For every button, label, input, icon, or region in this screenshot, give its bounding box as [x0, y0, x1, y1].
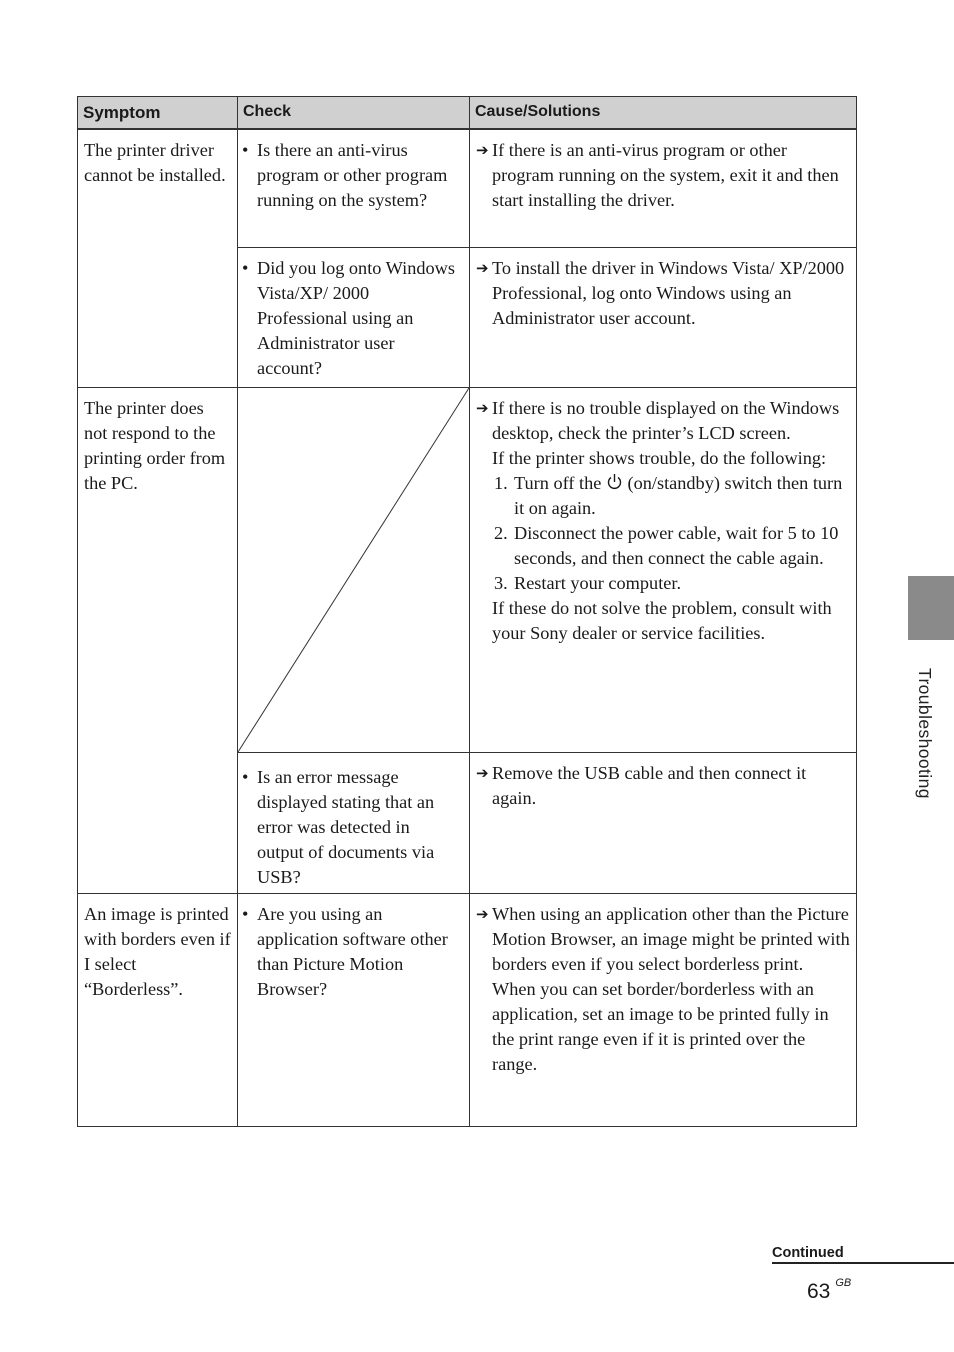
- check-cell: [238, 752, 470, 893]
- step-item: 3. Restart your computer.: [494, 572, 682, 593]
- step-item: 2. Disconnect the power cable, wait for 5 to 10 seconds, and then connect the cable again.: [494, 522, 839, 568]
- solution-line: If the printer shows trouble, do the following:: [492, 447, 827, 468]
- check-cell: [238, 247, 470, 387]
- bullet-icon: •: [242, 766, 249, 787]
- solution-outro: If these do not solve the problem, consult with your Sony dealer or service facilities.: [492, 597, 832, 643]
- solution-text: To install the driver in Windows Vista/ XP/2000 Professional, log onto Windows using an Administrator user account.: [492, 257, 845, 328]
- solution-cell: [470, 893, 857, 1126]
- solution-line: When you can set border/borderless with an application, set an image to be printed fully in the print range even if it is printed over the range.: [492, 978, 829, 1074]
- section-tab-marker: [908, 576, 954, 640]
- table-row: [78, 387, 857, 752]
- table-row: [78, 129, 857, 247]
- arrow-right-icon: ➔: [476, 763, 489, 782]
- solution-text: Remove the USB cable and then connect it again.: [492, 762, 807, 808]
- solution-cell: [470, 247, 857, 387]
- region-code: GB: [835, 1277, 852, 1289]
- solution-cell: [470, 129, 857, 247]
- solution-text: When using an application other than the Picture Motion Browser, an image might be printed with borders even if you select borderless print.: [492, 903, 850, 974]
- header-check: Check: [238, 97, 470, 130]
- solution-intro: If there is no trouble displayed on the Windows desktop, check the printer’s LCD screen.: [492, 397, 840, 443]
- troubleshooting-table: [77, 96, 857, 1127]
- check-cell: [238, 129, 470, 247]
- solution-cell: [470, 752, 857, 893]
- check-text: Are you using an application software other than Picture Motion Browser?: [257, 903, 448, 999]
- header-symptom: Symptom: [78, 97, 238, 130]
- arrow-right-icon: ➔: [476, 258, 489, 277]
- arrow-right-icon: ➔: [476, 904, 489, 923]
- step-item: 1. Turn off the (on/standby) switch then turn it on again.: [494, 472, 843, 518]
- solution-cell: [470, 387, 857, 752]
- solution-text: If there is an anti-virus program or other program running on the system, exit it and then start installing the driver.: [492, 140, 839, 210]
- symptom-cell: The printer driver cannot be installed.: [78, 129, 238, 387]
- power-standby-icon: [606, 473, 623, 491]
- continued-label: Continued: [772, 1245, 954, 1264]
- bullet-icon: •: [242, 140, 249, 160]
- arrow-right-icon: ➔: [476, 398, 489, 417]
- section-label: Troubleshooting: [915, 668, 935, 799]
- check-text: Is there an anti-virus program or other program running on the system?: [257, 140, 448, 210]
- bullet-icon: •: [242, 257, 249, 278]
- table-row: [78, 893, 857, 1126]
- check-text: Is an error message displayed stating that an error was detected in output of documents via USB?: [257, 766, 435, 887]
- page-number: 63 $^{GB}$: [807, 1277, 852, 1303]
- check-text: Did you log onto Windows Vista/XP/ 2000 Professional using an Administrator user account?: [257, 257, 455, 378]
- symptom-cell: An image is printed with borders even if I select “Borderless”.: [78, 893, 238, 1126]
- table-header-row: [78, 97, 857, 130]
- header-cause-solutions: Cause/Solutions: [470, 97, 857, 130]
- check-cell: [238, 893, 470, 1126]
- symptom-cell: The printer does not respond to the printing order from the PC.: [78, 387, 238, 893]
- solution-steps: [492, 471, 850, 596]
- arrow-right-icon: ➔: [476, 141, 489, 159]
- diagonal-strike: [238, 388, 469, 752]
- check-cell-not-applicable: [238, 387, 470, 752]
- bullet-icon: •: [242, 903, 249, 924]
